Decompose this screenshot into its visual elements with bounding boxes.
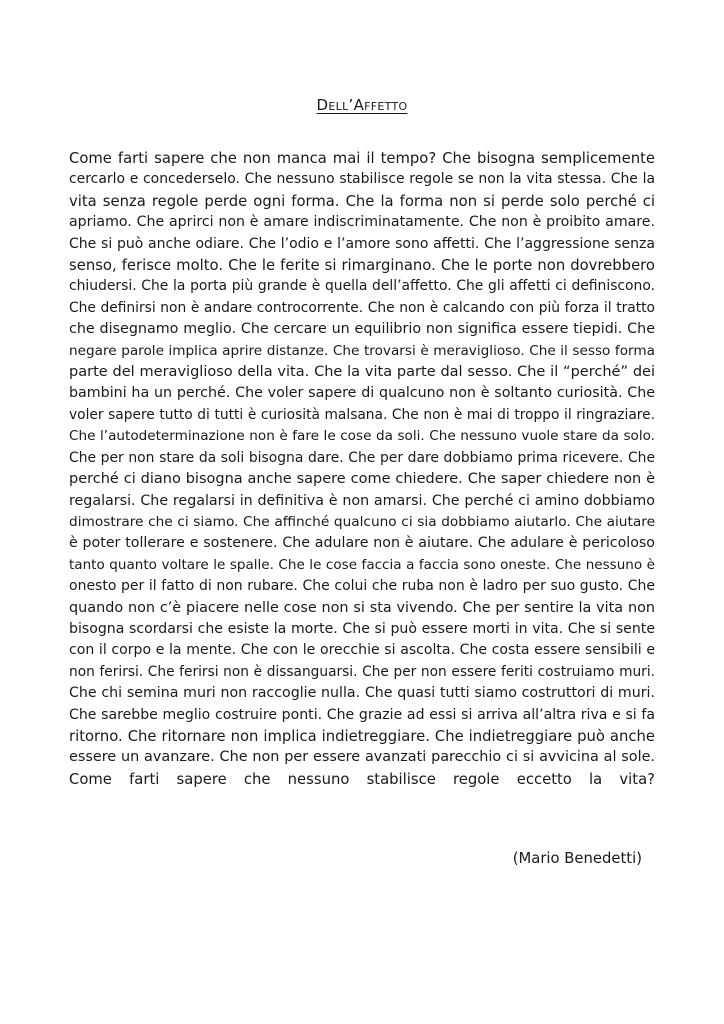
text-line: essere un avanzare. Che non per essere avanzati parecchio ci si avvicina al sole. xyxy=(69,749,655,766)
text-line: Che chi semina muri non raccoglie nulla. Che quasi tutti siamo costruttori di muri. xyxy=(69,685,655,702)
text-line: con il corpo e la mente. Che con le orecchie si ascolta. Che costa essere sensibili e xyxy=(69,642,655,659)
text-line: Che si può anche odiare. Che l’odio e l’amore sono affetti. Che l’aggressione senza xyxy=(69,235,655,252)
text-line: Come farti sapere che non manca mai il tempo? Che bisogna semplicemente xyxy=(69,150,655,167)
text-line: che disegnamo meglio. Che cercare un equilibrio non significa essere tiepidi. Che xyxy=(69,321,655,338)
text-line: bisogna scordarsi che esiste la morte. Che si può essere morti in vita. Che si sente xyxy=(69,620,655,637)
text-line: onesto per il fatto di non rubare. Che colui che ruba non è ladro per suo gusto. Che xyxy=(69,578,655,595)
text-line: ritorno. Che ritornare non implica indietreggiare. Che indietreggiare può anche xyxy=(69,727,655,745)
poem-body xyxy=(69,148,655,790)
text-line: Come farti sapere che nessuno stabilisce regole eccetto la vita? xyxy=(69,770,655,788)
text-line: parte del meraviglioso della vita. Che la vita parte dal sesso. Che il “perché” dei xyxy=(69,364,655,381)
text-line: senso, ferisce molto. Che le ferite si rimarginano. Che le porte non dovrebbero xyxy=(69,257,655,275)
text-line: chiudersi. Che la porta più grande è quella dell’affetto. Che gli affetti ci definiscono. xyxy=(69,278,655,295)
text-line: Che sarebbe meglio costruire ponti. Che grazie ad essi si arriva all’altra riva e si fa xyxy=(69,706,655,723)
text-line: Che l’autodeterminazione non è fare le cose da soli. Che nessuno vuole stare da solo. xyxy=(69,428,655,445)
text-line: perché ci diano bisogna anche sapere come chiedere. Che saper chiedere non è xyxy=(69,471,655,488)
text-line: negare parole implica aprire distanze. Che trovarsi è meraviglioso. Che il sesso forma xyxy=(69,342,655,359)
text-line: Che definirsi non è andare controcorrente. Che non è calcando con più forza il tratto xyxy=(69,299,655,316)
page-title: Dell’Affetto xyxy=(316,96,408,114)
text-line: tanto quanto voltare le spalle. Che le cose faccia a faccia sono oneste. Che nessuno è xyxy=(69,556,655,573)
text-line: apriamo. Che aprirci non è amare indiscriminatamente. Che non è proibito amare. xyxy=(69,214,655,231)
text-line: vita senza regole perde ogni forma. Che la forma non si perde solo perché ci xyxy=(69,192,655,210)
text-line: dimostrare che ci siamo. Che affinché qualcuno ci sia dobbiamo aiutarlo. Che aiutare xyxy=(69,513,655,530)
text-line: voler sapere tutto di tutti è curiosità malsana. Che non è mai di troppo il ringraziare. xyxy=(69,406,655,423)
text-line: cercarlo e concederselo. Che nessuno stabilisce regole se non la vita stessa. Che la xyxy=(69,171,655,188)
text-line: non ferirsi. Che ferirsi non è dissanguarsi. Che per non essere feriti costruiamo muri. xyxy=(69,663,655,680)
text-line: Che per non stare da soli bisogna dare. Che per dare dobbiamo prima ricevere. Che xyxy=(69,449,655,466)
text-line: regalarsi. Che regalarsi in definitiva è non amarsi. Che perché ci amino dobbiamo xyxy=(69,492,655,509)
author-signature: (Mario Benedetti) xyxy=(512,850,642,867)
text-line: quando non c’è piacere nelle cose non si sta vivendo. Che per sentire la vita non xyxy=(69,599,655,616)
text-line: è poter tollerare e sostenere. Che adulare non è aiutare. Che adulare è pericoloso xyxy=(69,535,655,552)
text-line: bambini ha un perché. Che voler sapere di qualcuno non è soltanto curiosità. Che xyxy=(69,385,655,402)
